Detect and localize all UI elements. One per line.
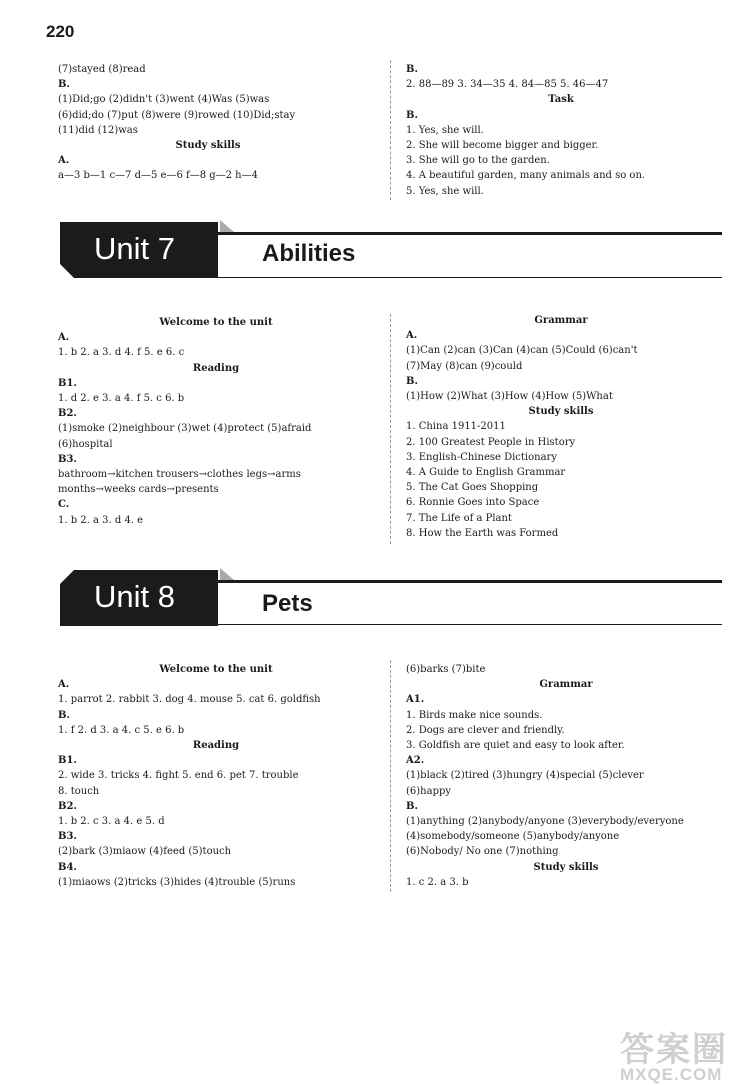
- unit8-badge: [60, 570, 218, 626]
- top-left-column: [58, 62, 358, 184]
- unit8-left-column: [58, 662, 374, 890]
- answer-line: 2. Dogs are clever and friendly.: [406, 724, 565, 736]
- answer-line: 1. b 2. c 3. a 4. e 5. d: [58, 816, 165, 828]
- answer-line: 8. How the Earth was Formed: [406, 527, 559, 539]
- column-divider: [390, 314, 391, 544]
- answer-line: 2. 88—89 3. 34—35 4. 84—85 5. 46—47: [406, 79, 609, 91]
- answer-line: (1)miaows (2)tricks (3)hides (4)trouble (5)runs: [58, 876, 296, 888]
- answer-line: (6)Nobody/ No one (7)nothing: [406, 846, 559, 858]
- section-heading: Welcome to the unit: [159, 664, 273, 675]
- exercise-label: B3.: [58, 831, 77, 843]
- exercise-label: B2.: [58, 408, 77, 420]
- column-divider: [390, 660, 391, 892]
- exercise-label: B3.: [58, 453, 77, 465]
- answer-line: months→weeks cards→presents: [58, 484, 219, 496]
- unit7-left-column: [58, 315, 374, 528]
- answer-line: (6)did;do (7)put (8)were (9)rowed (10)Did;stay: [58, 109, 296, 121]
- unit7-title: Abilities: [262, 240, 356, 267]
- unit7-triangle: [220, 220, 234, 232]
- answer-line: 1. China 1911-2011: [406, 421, 506, 433]
- answer-line: (2)bark (3)miaow (4)feed (5)touch: [58, 846, 232, 858]
- exercise-label: B1.: [58, 377, 77, 389]
- section-heading: Study skills: [533, 861, 599, 873]
- answer-line: 5. The Cat Goes Shopping: [406, 482, 539, 494]
- answer-line: 2. wide 3. tricks 4. fight 5. end 6. pet 7. trouble: [58, 770, 299, 782]
- answer-line: (1)Can (2)can (3)Can (4)can (5)Could (6)can't: [406, 345, 638, 357]
- exercise-label: A.: [58, 332, 70, 344]
- page-number: 220: [46, 22, 75, 41]
- unit8-right-column: [406, 662, 726, 890]
- answer-line: (1)anything (2)anybody/anyone (3)everybody/everyone: [406, 816, 684, 828]
- unit7-right-column: [406, 313, 716, 541]
- answer-line: 2. She will become bigger and bigger.: [406, 140, 599, 152]
- unit8-bottom-rule: [218, 624, 722, 625]
- answer-line: 7. The Life of a Plant: [406, 512, 512, 524]
- answer-line: (7)May (8)can (9)could: [406, 360, 523, 372]
- unit7-badge: [60, 222, 218, 278]
- answer-line: 8. touch: [58, 785, 100, 797]
- watermark-url: MXQE.COM: [620, 1065, 723, 1084]
- answer-line: 1. Yes, she will.: [406, 124, 484, 136]
- answer-line: bathroom→kitchen trousers→clothes legs→arms: [58, 469, 301, 481]
- answer-line: (11)did (12)was: [58, 124, 138, 136]
- answer-line: (6)hospital: [58, 438, 113, 450]
- unit7-bottom-rule: [218, 277, 722, 278]
- exercise-label: B1.: [58, 755, 77, 767]
- exercise-label: B2.: [58, 800, 77, 812]
- exercise-label: B.: [58, 709, 70, 721]
- answer-line: a—3 b—1 c—7 d—5 e—6 f—8 g—2 h—4: [58, 170, 258, 182]
- unit8-triangle: [220, 568, 234, 580]
- exercise-label: A1.: [406, 694, 425, 706]
- answer-line: 1. Birds make nice sounds.: [406, 709, 543, 721]
- answer-line: 4. A beautiful garden, many animals and so on.: [406, 170, 646, 182]
- exercise-label: B4.: [58, 861, 77, 873]
- answer-line: 3. Goldfish are quiet and easy to look after.: [406, 740, 625, 752]
- answer-line: (1)How (2)What (3)How (4)How (5)What: [406, 391, 613, 403]
- answer-line: 6. Ronnie Goes into Space: [406, 497, 540, 509]
- unit8-top-rule: [218, 580, 722, 583]
- answer-line: (4)somebody/someone (5)anybody/anyone: [406, 831, 620, 843]
- answer-line: (6)barks (7)bite: [406, 664, 486, 675]
- answer-line: 3. She will go to the garden.: [406, 155, 550, 167]
- answer-line: 1. parrot 2. rabbit 3. dog 4. mouse 5. cat 6. goldfish: [58, 694, 321, 706]
- section-heading: Welcome to the unit: [159, 317, 273, 328]
- answer-line: 2. 100 Greatest People in History: [406, 436, 576, 448]
- watermark-logo: [620, 1022, 740, 1084]
- top-right-column: [406, 62, 716, 199]
- section-heading: Reading: [192, 740, 240, 752]
- section-heading: Task: [548, 94, 574, 106]
- exercise-label: B.: [406, 64, 418, 75]
- answer-line: (1)smoke (2)neighbour (3)wet (4)protect (5)afraid: [58, 423, 312, 435]
- answer-line: 4. A Guide to English Grammar: [406, 467, 566, 479]
- exercise-label: C.: [58, 499, 70, 511]
- exercise-label: A2.: [406, 755, 425, 767]
- exercise-label: B.: [406, 800, 418, 812]
- answer-line: 3. English-Chinese Dictionary: [406, 451, 557, 463]
- section-heading: Study skills: [175, 140, 241, 152]
- unit7-label: Unit 7: [94, 231, 175, 266]
- unit7-top-rule: [218, 232, 722, 235]
- unit8-title: Pets: [262, 590, 313, 617]
- answer-line: (6)happy: [406, 785, 452, 797]
- answer-line: (7)stayed (8)read: [58, 64, 146, 75]
- answer-line: (1)black (2)tired (3)hungry (4)special (5)clever: [406, 770, 644, 782]
- answer-line: 5. Yes, she will.: [406, 185, 484, 197]
- exercise-label: A.: [58, 155, 70, 167]
- exercise-label: B.: [406, 109, 418, 121]
- exercise-label: B.: [406, 375, 418, 387]
- answer-line: 1. b 2. a 3. d 4. f 5. e 6. c: [58, 347, 185, 359]
- watermark-text: 答案圈: [620, 1031, 728, 1069]
- section-heading: Study skills: [528, 406, 594, 418]
- column-divider: [390, 60, 391, 200]
- answer-line: 1. b 2. a 3. d 4. e: [58, 514, 144, 526]
- answer-line: 1. d 2. e 3. a 4. f 5. c 6. b: [58, 393, 185, 405]
- exercise-label: B.: [58, 79, 70, 91]
- answer-line: 1. f 2. d 3. a 4. c 5. e 6. b: [58, 724, 185, 736]
- answer-line: 1. c 2. a 3. b: [406, 876, 469, 888]
- exercise-label: A.: [58, 679, 70, 691]
- unit8-label: Unit 8: [94, 579, 175, 614]
- exercise-label: A.: [406, 330, 418, 342]
- section-heading: Reading: [192, 362, 240, 374]
- section-heading: Grammar: [539, 679, 593, 691]
- section-heading: Grammar: [534, 315, 588, 326]
- answer-line: (1)Did;go (2)didn't (3)went (4)Was (5)was: [58, 94, 270, 106]
